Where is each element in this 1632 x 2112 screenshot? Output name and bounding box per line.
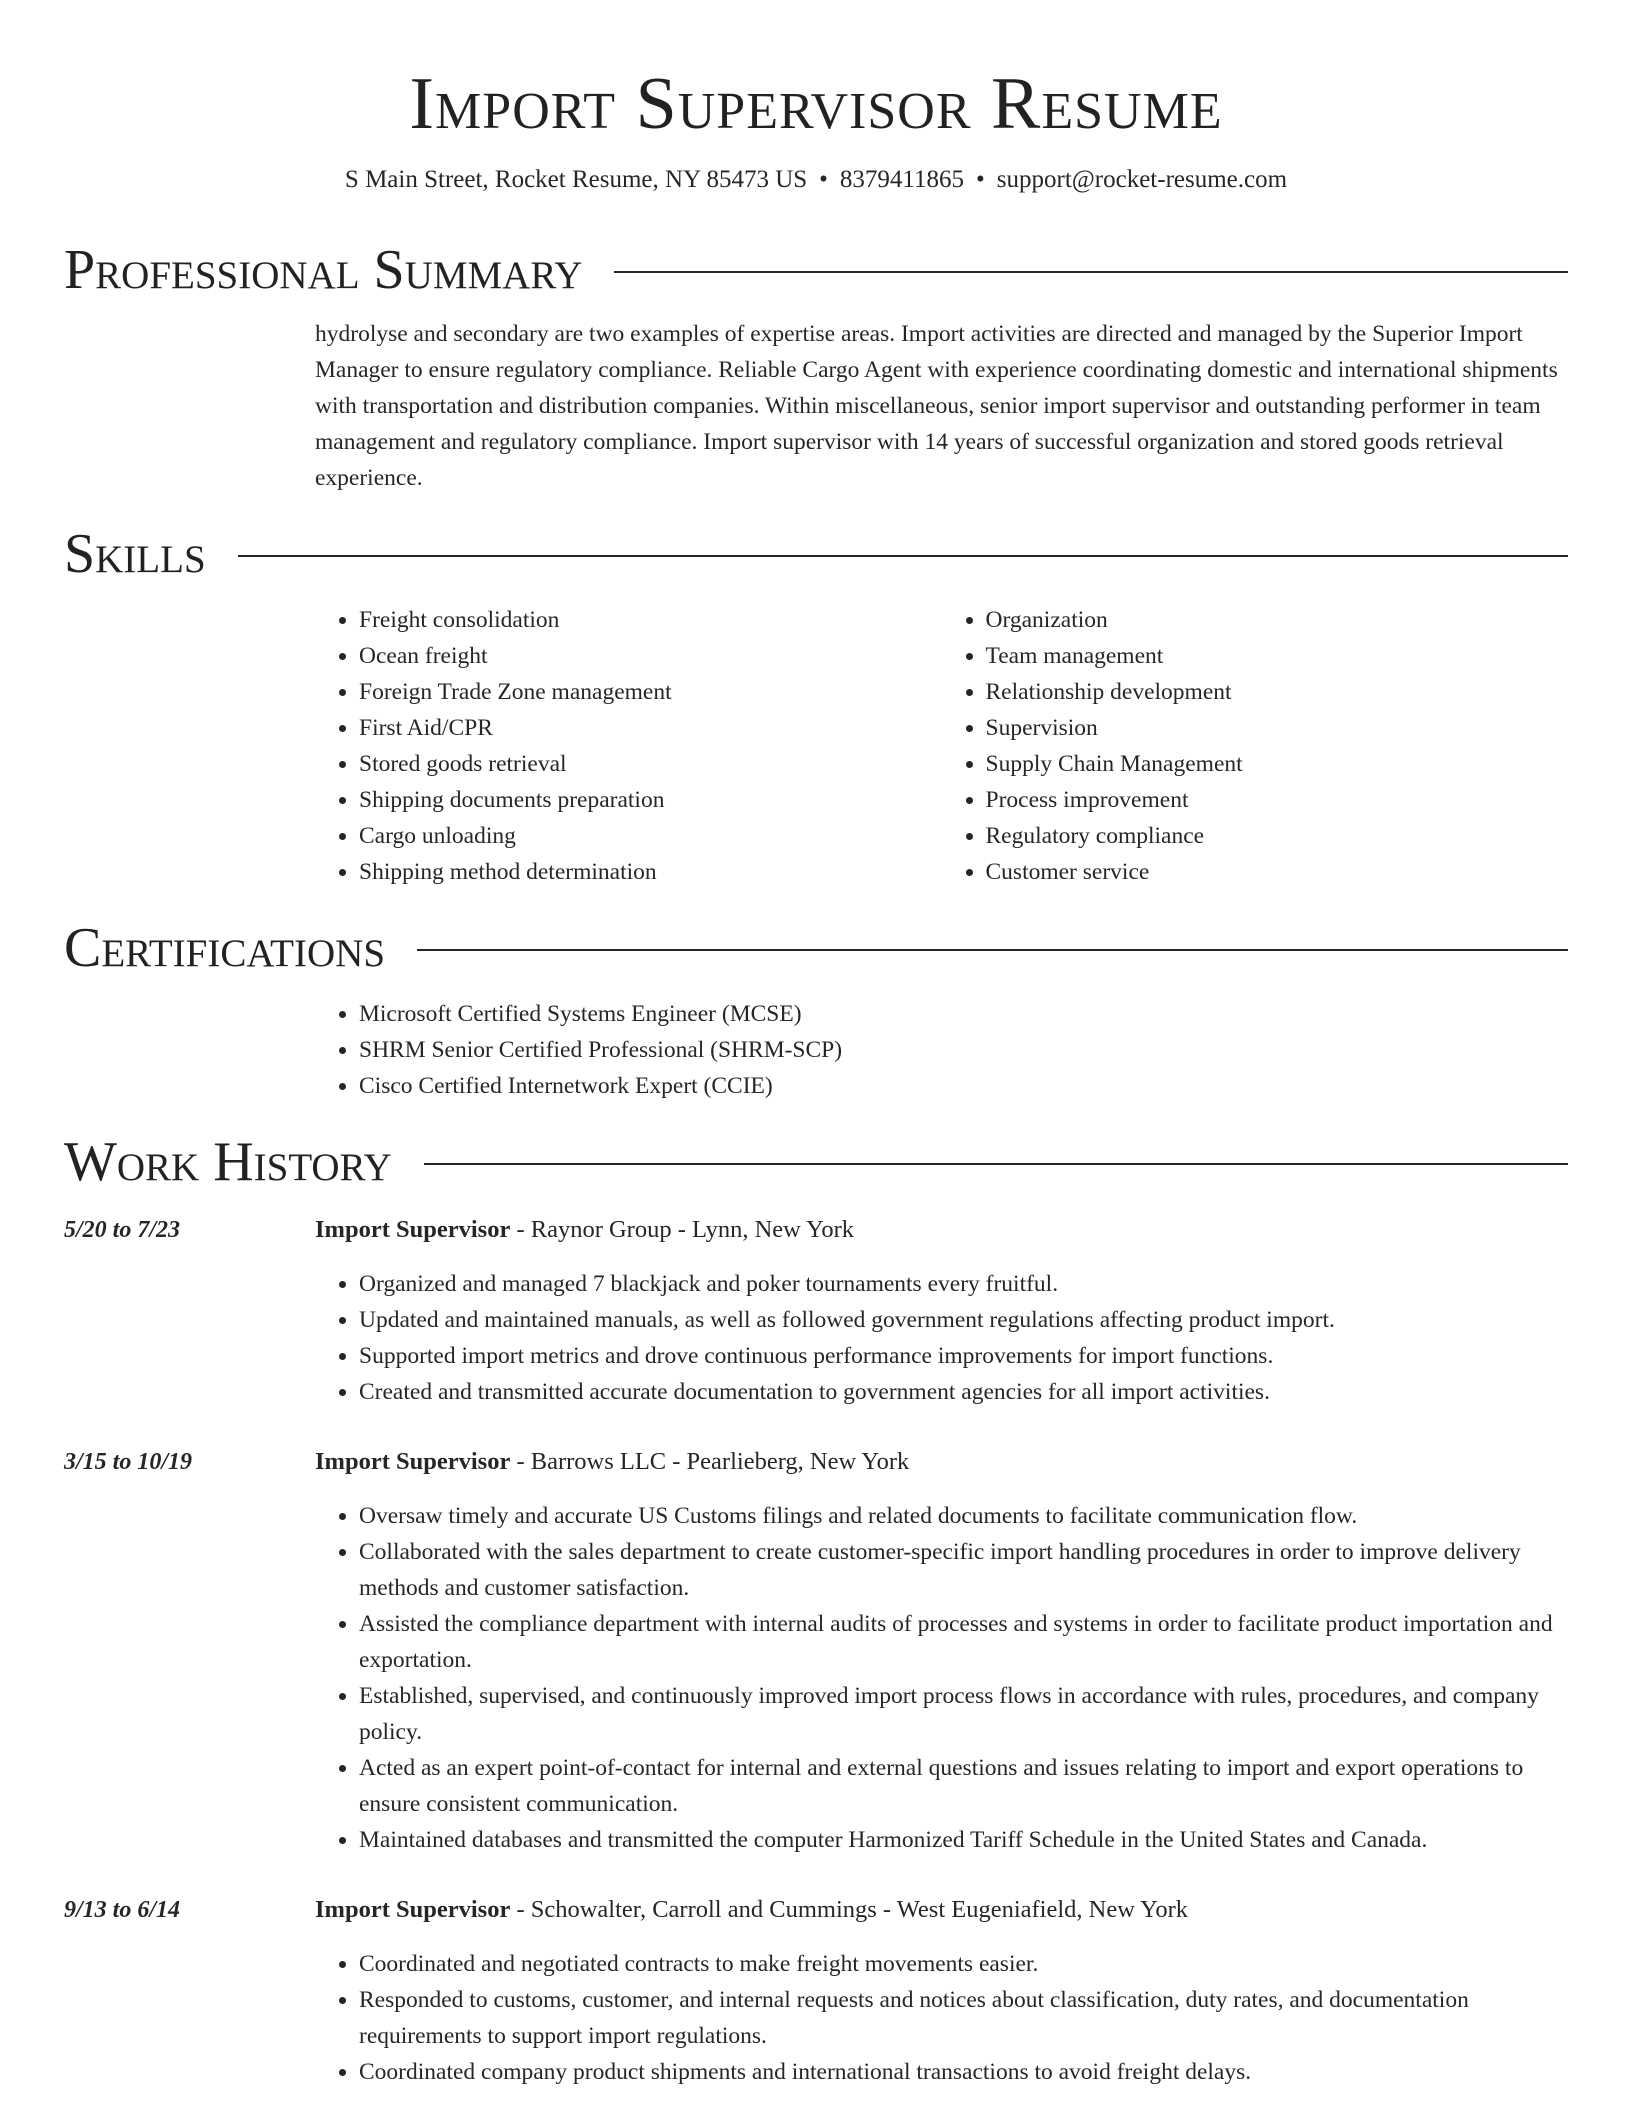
- resume-title: Import Supervisor Resume: [409, 63, 1223, 145]
- skill-item: • Supervision: [986, 710, 1569, 746]
- skills-right-list: [942, 602, 1569, 890]
- skill-item: • Supply Chain Management: [986, 746, 1569, 782]
- job-company: - Schowalter, Carroll and Cummings - West Eugeniafield, New York: [510, 1896, 1189, 1923]
- duty-item: • Oversaw timely and accurate US Customs filings and related documents to facilitate communication flow.: [359, 1498, 1568, 1534]
- contact-line: [0, 166, 1632, 194]
- skill-item: • Stored goods retrieval: [359, 746, 942, 782]
- skill-item: • Shipping method determination: [359, 854, 942, 890]
- section-divider: [417, 949, 1568, 951]
- duty-item: • Established, supervised, and continuously improved import process flows in accordance with rules, procedures, and company policy.: [359, 1678, 1568, 1750]
- work-history-section-header: [64, 1131, 1568, 1193]
- certification-item: • Microsoft Certified Systems Engineer (MCSE): [359, 996, 1568, 1032]
- section-divider: [614, 271, 1568, 273]
- certifications-section-title: Certifications: [64, 917, 386, 979]
- duty-item: • Assisted the compliance department with internal audits of processes and systems in order to facilitate product importation and exportation.: [359, 1606, 1568, 1678]
- contact-email: support@rocket-resume.com: [996, 166, 1288, 193]
- job-company: - Barrows LLC - Pearlieberg, New York: [510, 1448, 910, 1475]
- certifications-block: [315, 996, 1568, 1104]
- duty-item: • Coordinated and negotiated contracts to make freight movements easier.: [359, 1946, 1568, 1982]
- duty-item: • Created and transmitted accurate documentation to government agencies for all import activities.: [359, 1374, 1568, 1410]
- job-duties-list: [315, 1498, 1568, 1858]
- skill-item: • First Aid/CPR: [359, 710, 942, 746]
- skills-section-title: Skills: [64, 523, 206, 585]
- skill-item: • Ocean freight: [359, 638, 942, 674]
- contact-separator: •: [976, 166, 985, 193]
- duty-item: • Maintained databases and transmitted the computer Harmonized Tariff Schedule in the United States and Canada.: [359, 1822, 1568, 1858]
- work-history-section-title: Work History: [64, 1131, 392, 1193]
- skills-section-header: [64, 523, 1568, 585]
- duty-item: • Coordinated company product shipments and international transactions to avoid freight delays.: [359, 2054, 1568, 2090]
- job-heading: [315, 1444, 909, 1480]
- job-dates: 3/15 to 10/19: [64, 1449, 193, 1475]
- job-entry: [64, 1892, 1568, 1928]
- summary-section-title: Professional Summary: [64, 239, 583, 301]
- skill-item: • Cargo unloading: [359, 818, 942, 854]
- duty-item: • Acted as an expert point-of-contact for internal and external questions and issues relating to import and export operations to ensure consistent communication.: [359, 1750, 1568, 1822]
- duty-item: • Supported import metrics and drove continuous performance improvements for import functions.: [359, 1338, 1568, 1374]
- certification-item: • Cisco Certified Internetwork Expert (CCIE): [359, 1068, 1568, 1104]
- skill-item: • Relationship development: [986, 674, 1569, 710]
- duty-item: • Responded to customs, customer, and internal requests and notices about classification, duty rates, and documentation requirements to support import regulations.: [359, 1982, 1568, 2054]
- section-divider: [238, 555, 1568, 557]
- job-title: Import Supervisor: [315, 1896, 511, 1923]
- skill-item: • Regulatory compliance: [986, 818, 1569, 854]
- skill-item: • Customer service: [986, 854, 1569, 890]
- skills-left-list: [315, 602, 942, 890]
- job-entry: [64, 1444, 1568, 1480]
- certifications-section-header: [64, 917, 1568, 979]
- summary-text: hydrolyse and secondary are two examples of expertise areas. Import activities are directed and managed by the Superior Import Manager to ensure regulatory compliance. Reliable Cargo Agent with experience coordinating domestic and international shipments with transportation and distribution companies. Within miscellaneous, senior import supervisor and outstanding performer in team management and regulatory compliance. Import supervisor with 14 years of successful organization and stored goods retrieval experience.: [315, 321, 1558, 491]
- job-duties: [315, 1266, 1568, 1410]
- contact-phone: 8379411865: [839, 166, 964, 193]
- contact-address: S Main Street, Rocket Resume, NY 85473 US: [344, 166, 808, 193]
- duty-item: • Updated and maintained manuals, as well as followed government regulations affecting product import.: [359, 1302, 1568, 1338]
- job-heading: [315, 1892, 1188, 1928]
- certifications-list: [315, 996, 1568, 1104]
- skill-item: • Team management: [986, 638, 1569, 674]
- duty-item: • Organized and managed 7 blackjack and poker tournaments every fruitful.: [359, 1266, 1568, 1302]
- job-duties-list: [315, 1946, 1568, 2090]
- skill-item: • Organization: [986, 602, 1569, 638]
- job-duties: [315, 1946, 1568, 2090]
- job-company: - Raynor Group - Lynn, New York: [510, 1216, 854, 1243]
- skill-item: • Foreign Trade Zone management: [359, 674, 942, 710]
- skill-item: • Process improvement: [986, 782, 1569, 818]
- job-duties: [315, 1498, 1568, 1858]
- job-title: Import Supervisor: [315, 1448, 511, 1475]
- contact-separator: •: [819, 166, 828, 193]
- skills-columns: [315, 602, 1568, 890]
- skill-item: • Freight consolidation: [359, 602, 942, 638]
- skill-item: • Shipping documents preparation: [359, 782, 942, 818]
- job-heading: [315, 1212, 854, 1248]
- job-dates: 9/13 to 6/14: [64, 1897, 181, 1923]
- job-duties-list: [315, 1266, 1568, 1410]
- duty-item: • Collaborated with the sales department to create customer-specific import handling procedures in order to improve delivery methods and customer satisfaction.: [359, 1534, 1568, 1606]
- summary-section-header: [64, 239, 1568, 301]
- section-divider: [424, 1163, 1568, 1165]
- job-entry: [64, 1212, 1568, 1248]
- job-dates: 5/20 to 7/23: [64, 1217, 181, 1243]
- certification-item: • SHRM Senior Certified Professional (SHRM-SCP): [359, 1032, 1568, 1068]
- job-title: Import Supervisor: [315, 1216, 511, 1243]
